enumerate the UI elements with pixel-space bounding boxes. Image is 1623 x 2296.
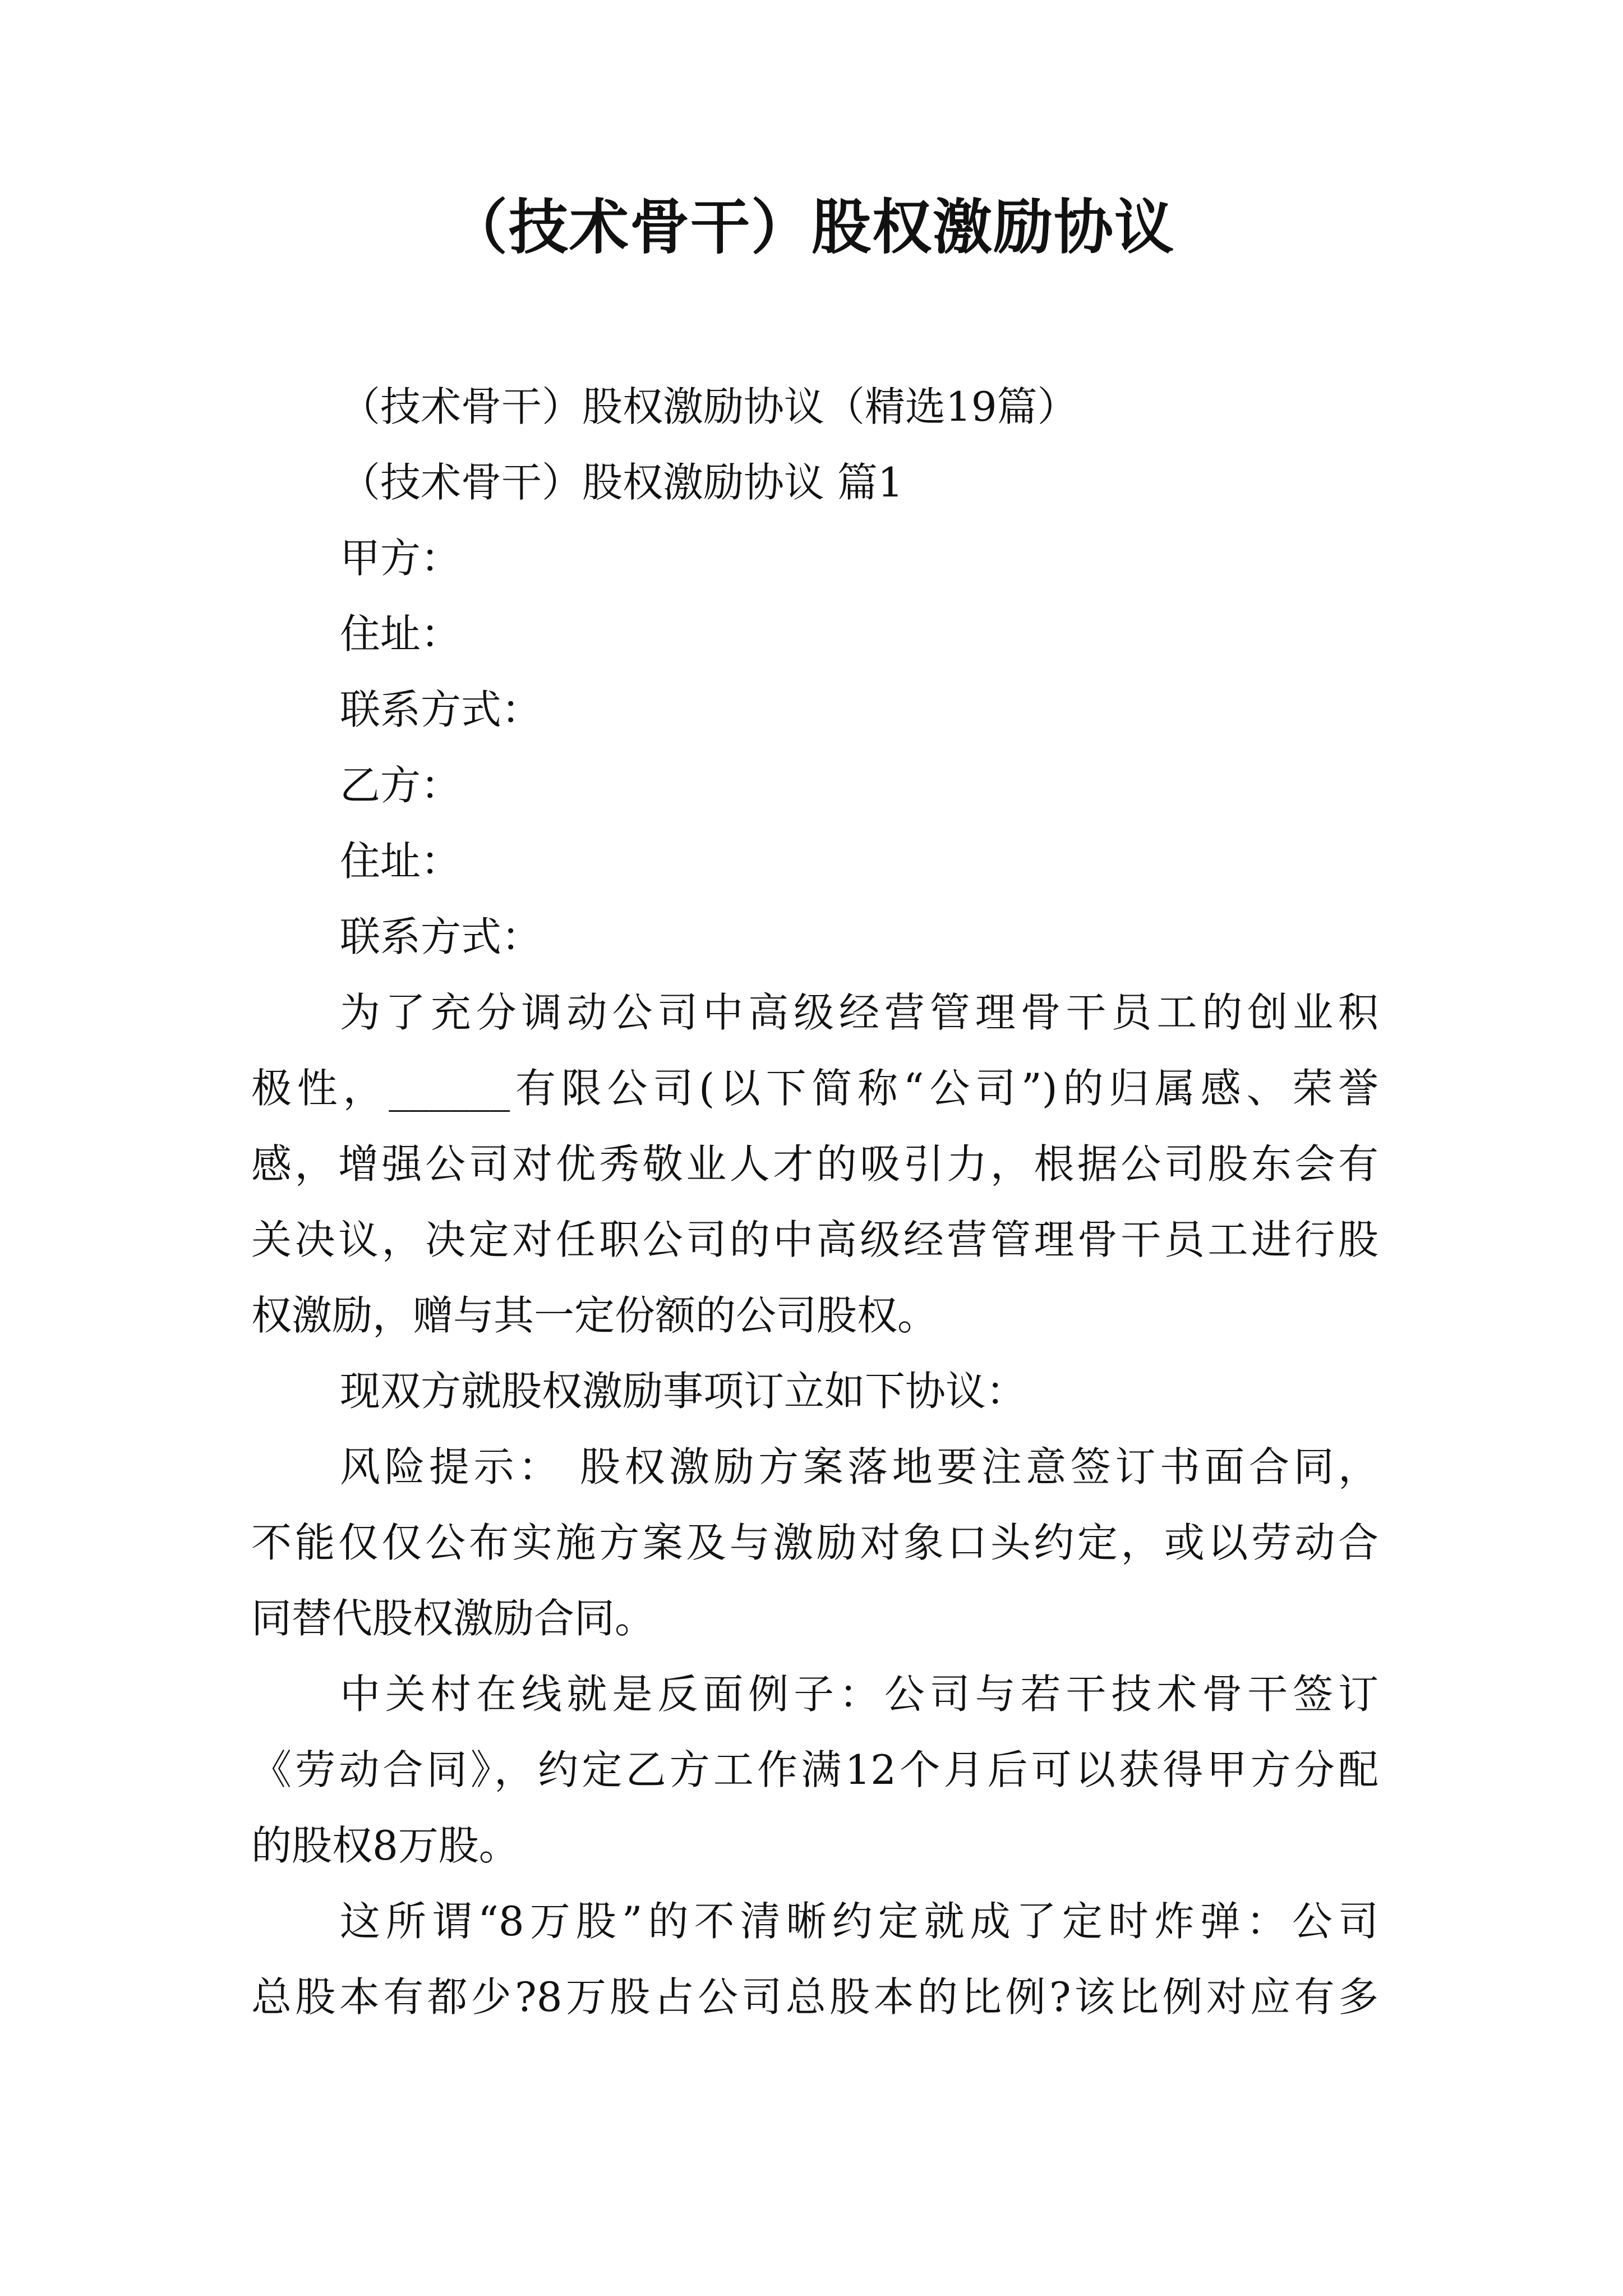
risk-tip-line: 风险提示： 股权激励方案落地要注意签订书面合同，: [340, 1443, 1378, 1490]
party-b-contact-label: 联系方式：: [340, 913, 542, 960]
risk-tip-line: 同替代股权激励合同。: [251, 1595, 656, 1642]
party-b-address-label: 住址：: [340, 838, 462, 885]
paragraph-line: 为了充分调动公司中高级经营管理骨干员工的创业积: [340, 989, 1378, 1036]
paragraph-line: 极性，______有限公司(以下简称“公司”)的归属感、荣誉: [251, 1065, 1378, 1112]
party-a-address-label: 住址：: [340, 610, 462, 657]
subtitle-line: （技术骨干）股权激励协议（精选19篇）: [340, 383, 1078, 430]
risk-tip-line: 不能仅仅公布实施方案及与激励对象口头约定，或以劳动合: [251, 1519, 1378, 1566]
party-a-contact-label: 联系方式：: [340, 686, 542, 733]
party-a-label: 甲方：: [340, 535, 462, 582]
example-line: 的股权8万股。: [251, 1822, 519, 1869]
analysis-line: 这所谓“8万股”的不清晰约定就成了定时炸弹：公司: [340, 1898, 1378, 1945]
document-title: （技术骨干）股权激励协议: [448, 192, 1175, 262]
example-line: 中关村在线就是反面例子：公司与若干技术骨干签订: [340, 1671, 1378, 1718]
party-b-label: 乙方：: [340, 762, 462, 809]
example-line: 《劳动合同》，约定乙方工作满12个月后可以获得甲方分配: [251, 1746, 1378, 1793]
analysis-line: 总股本有都少?8万股占公司总股本的比例?该比例对应有多: [251, 1973, 1378, 2021]
section-heading: （技术骨干）股权激励协议 篇1: [340, 459, 903, 506]
paragraph-line: 关决议，决定对任职公司的中高级经营管理骨干员工进行股: [251, 1216, 1378, 1263]
paragraph-line: 感，增强公司对优秀敬业人才的吸引力，根据公司股东会有: [251, 1140, 1378, 1188]
agreement-intro-line: 现双方就股权激励事项订立如下协议：: [340, 1368, 1027, 1415]
paragraph-line: 权激励，赠与其一定份额的公司股权。: [251, 1292, 938, 1339]
